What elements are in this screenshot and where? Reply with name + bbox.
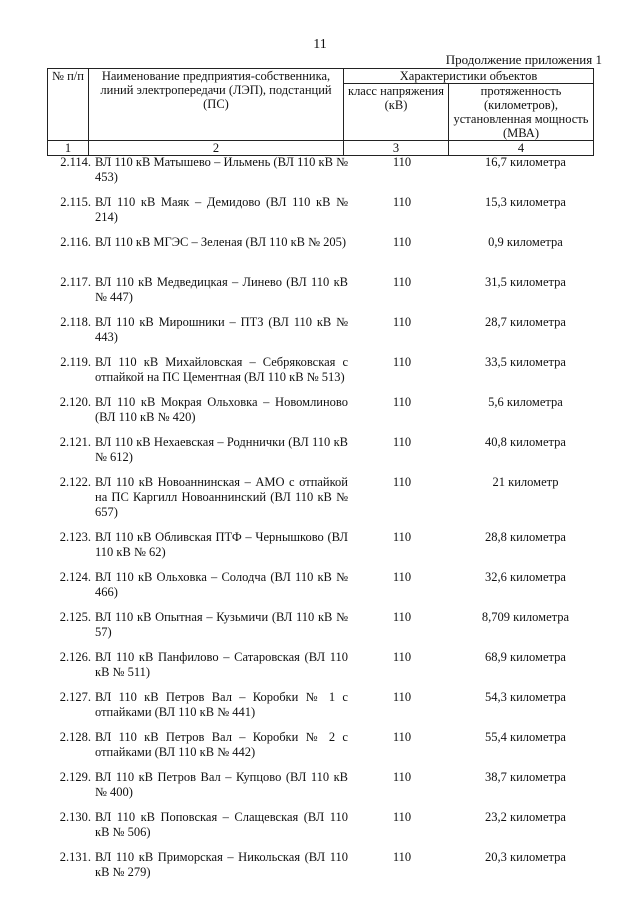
- row-name: ВЛ 110 кВ Петров Вал – Коробки № 2 с отпайками (ВЛ 110 кВ № 442): [95, 730, 348, 759]
- row-length: 21 километр: [492, 475, 559, 489]
- row-length: 55,4 километра: [485, 730, 566, 744]
- row-length: 16,7 километра: [485, 155, 566, 169]
- row-name: ВЛ 110 кВ Ольховка – Солодча (ВЛ 110 кВ № 466): [95, 570, 348, 599]
- table-row: [47, 770, 594, 800]
- row-length: 5,6 километра: [488, 395, 563, 409]
- row-number: 2.115.: [60, 195, 91, 209]
- row-length: 33,5 километра: [485, 355, 566, 369]
- row-name: ВЛ 110 кВ Матышево – Ильмень (ВЛ 110 кВ № 453): [95, 155, 348, 184]
- row-voltage: 110: [392, 475, 412, 489]
- table-row: [47, 315, 594, 345]
- table-row: [47, 155, 594, 185]
- row-voltage: 110: [392, 155, 412, 169]
- row-name: ВЛ 110 кВ Поповская – Слащевская (ВЛ 110 кВ № 506): [95, 810, 348, 839]
- row-name: ВЛ 110 кВ Опытная – Кузьмичи (ВЛ 110 кВ № 57): [95, 610, 348, 639]
- row-length: 8,709 километра: [481, 610, 570, 624]
- row-length: 38,7 километра: [485, 770, 566, 784]
- row-number: 2.114.: [60, 155, 91, 169]
- row-length: 20,3 километра: [485, 850, 566, 864]
- row-length: 54,3 километра: [485, 690, 566, 704]
- header-name: Наименование предприятия-собственника, линий электропередачи (ЛЭП), подстанций (ПС): [89, 69, 344, 141]
- appendix-note: Продолжение приложения 1: [445, 52, 602, 67]
- row-voltage: 110: [392, 195, 412, 209]
- table-row: [47, 475, 594, 520]
- row-voltage: 110: [392, 770, 412, 784]
- row-name: ВЛ 110 кВ Петров Вал – Купцово (ВЛ 110 кВ № 400): [95, 770, 348, 799]
- table-row: [47, 355, 594, 385]
- row-voltage: 110: [392, 730, 412, 744]
- row-length: 31,5 километра: [485, 275, 566, 289]
- row-number: 2.123.: [59, 530, 91, 544]
- row-number: 2.119.: [60, 355, 91, 369]
- row-number: 2.121.: [59, 435, 91, 449]
- row-voltage: 110: [392, 355, 412, 369]
- header-index-1: 1: [48, 141, 89, 156]
- row-number: 2.120.: [59, 395, 91, 409]
- table-row: [47, 275, 594, 305]
- row-voltage: 110: [392, 650, 412, 664]
- row-name: ВЛ 110 кВ Медведицкая – Линево (ВЛ 110 кВ № 447): [95, 275, 348, 304]
- row-name: ВЛ 110 кВ Панфилово – Сатаровская (ВЛ 110 кВ № 511): [95, 650, 348, 679]
- row-number: 2.122.: [59, 475, 91, 489]
- row-voltage: 110: [392, 235, 412, 249]
- table-row: [47, 730, 594, 760]
- table-row: [47, 395, 594, 425]
- table-row: [47, 235, 594, 265]
- row-voltage: 110: [392, 610, 412, 624]
- row-voltage: 110: [392, 530, 412, 544]
- row-length: 40,8 километра: [485, 435, 566, 449]
- row-number: 2.118.: [60, 315, 91, 329]
- row-length: 68,9 километра: [485, 650, 566, 664]
- header-voltage: класс напряжения (кВ): [344, 84, 449, 141]
- header-index-2: 2: [89, 141, 344, 156]
- table-row: [47, 610, 594, 640]
- table-row: [47, 435, 594, 465]
- header-length: протяженность (километров), установленная мощность (МВА): [449, 84, 594, 141]
- row-name: ВЛ 110 кВ Петров Вал – Коробки № 1 с отпайками (ВЛ 110 кВ № 441): [95, 690, 348, 719]
- table-row: [47, 650, 594, 680]
- row-name: ВЛ 110 кВ Нехаевская – Родннички (ВЛ 110 кВ № 612): [95, 435, 348, 464]
- row-name: ВЛ 110 кВ Приморская – Никольская (ВЛ 110 кВ № 279): [95, 850, 348, 879]
- row-number: 2.130.: [59, 810, 91, 824]
- row-voltage: 110: [392, 570, 412, 584]
- table-body: [47, 155, 594, 890]
- table-row: [47, 810, 594, 840]
- row-name: ВЛ 110 кВ Мокрая Ольховка – Новомлиново (ВЛ 110 кВ № 420): [95, 395, 348, 424]
- row-name: ВЛ 110 кВ Обливская ПТФ – Чернышково (ВЛ 110 кВ № 62): [95, 530, 348, 559]
- row-voltage: 110: [392, 315, 412, 329]
- table-row: [47, 570, 594, 600]
- table-row: [47, 850, 594, 880]
- row-number: 2.128.: [59, 730, 91, 744]
- row-number: 2.124.: [59, 570, 91, 584]
- page-number: 11: [313, 37, 327, 52]
- row-name: ВЛ 110 кВ Мирошники – ПТЗ (ВЛ 110 кВ № 443): [95, 315, 348, 344]
- row-number: 2.129.: [59, 770, 91, 784]
- row-voltage: 110: [392, 850, 412, 864]
- header-characteristics: Характеристики объектов: [344, 69, 594, 84]
- header-num: № п/п: [48, 69, 89, 141]
- row-voltage: 110: [392, 275, 412, 289]
- row-length: 0,9 километра: [488, 235, 563, 249]
- row-name: ВЛ 110 кВ МГЭС – Зеленая (ВЛ 110 кВ № 205): [95, 235, 347, 249]
- row-length: 32,6 километра: [485, 570, 566, 584]
- row-number: 2.125.: [59, 610, 91, 624]
- table-row: [47, 690, 594, 720]
- table-row: [47, 195, 594, 225]
- row-length: 28,7 километра: [485, 315, 566, 329]
- row-name: ВЛ 110 кВ Маяк – Демидово (ВЛ 110 кВ № 214): [95, 195, 348, 224]
- row-voltage: 110: [392, 395, 412, 409]
- table-row: [47, 530, 594, 560]
- row-number: 2.131.: [59, 850, 91, 864]
- row-number: 2.117.: [60, 275, 91, 289]
- table-header: [47, 68, 594, 156]
- row-number: 2.116.: [60, 235, 91, 249]
- header-index-4: 4: [449, 141, 594, 156]
- header-index-3: 3: [344, 141, 449, 156]
- row-length: 28,8 километра: [485, 530, 566, 544]
- row-length: 15,3 километра: [485, 195, 566, 209]
- row-number: 2.126.: [59, 650, 91, 664]
- row-voltage: 110: [392, 435, 412, 449]
- row-voltage: 110: [392, 690, 412, 704]
- row-name: ВЛ 110 кВ Михайловская – Себряковская с отпайкой на ПС Цементная (ВЛ 110 кВ № 513): [95, 355, 348, 384]
- row-voltage: 110: [392, 810, 412, 824]
- row-number: 2.127.: [59, 690, 91, 704]
- row-length: 23,2 километра: [485, 810, 566, 824]
- row-name: ВЛ 110 кВ Новоаннинская – АМО с отпайкой на ПС Каргилл Новоаннинский (ВЛ 110 кВ № 657): [95, 475, 348, 519]
